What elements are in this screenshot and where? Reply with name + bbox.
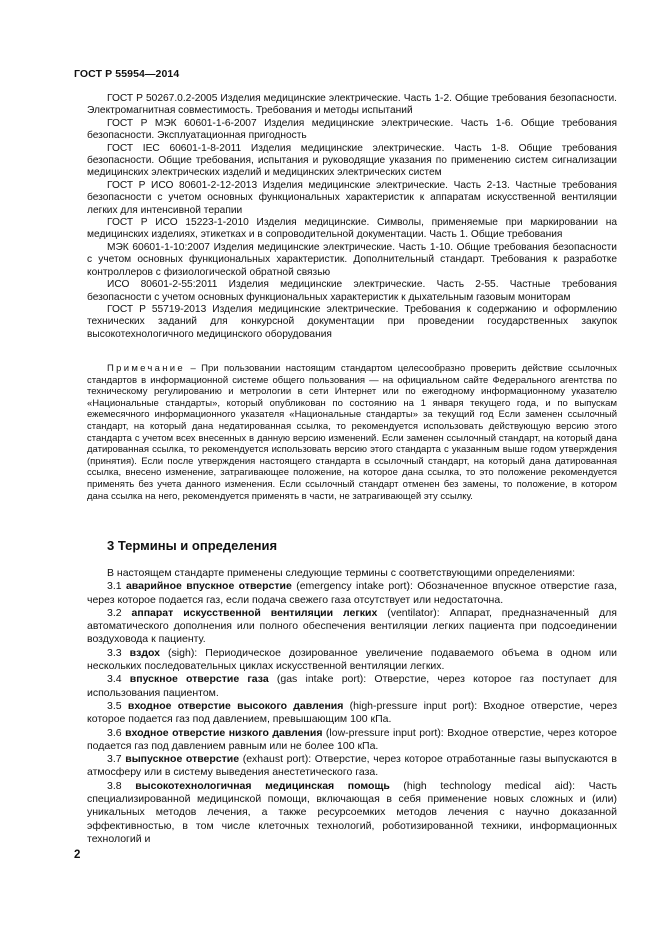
term-definition: (exhaust port): Отверстие, через которое отработанные газы выпускаются в атмосферу или в систему выведения анестетического газа. [87, 753, 618, 779]
term-entry [87, 647, 617, 674]
term-definition: (high-pressure input port): Входное отверстие, через которое подается газ под давлением, превышающим 100 кПа. [87, 699, 618, 726]
term-name: выпускное отверстие [125, 753, 240, 766]
term-definition: (low-pressure input port): Входное отверстие, через которое подается газ под давлением равным или не более 100 кПа. [87, 726, 617, 752]
reference-item: ГОСТ Р МЭК 60601-1-6-2007 Изделия медицинские электрические. Часть 1-6. Общие требования безопасности. Эксплуатационная пригодность [87, 117, 617, 142]
term-name: аварийное впускное отверстие [125, 580, 292, 593]
note-paragraph [87, 363, 617, 502]
section-title: 3 Термины и определения [107, 538, 278, 553]
term-entry [87, 580, 617, 607]
term-definition: (gas intake port): Отверстие, через которое газ поступает для использования пациентом. [87, 673, 617, 699]
term-definition: (ventilator): Аппарат, предназначенный для автоматического дополнения или полного обеспечения вентиляции легких пациента при подсоединении воздуховода к пациенту. [87, 606, 617, 646]
reference-item: ИСО 80601-2-55:2011 Изделия медицинские электрические. Часть 2-55. Частные требования безопасности с учетом основных функциональных характеристик к дыхательным газовым мониторам [87, 279, 617, 303]
term-entry [87, 727, 617, 754]
note-label: Примечание [107, 363, 185, 374]
terms-list [87, 567, 617, 846]
reference-item: ГОСТ Р 50267.0.2-2005 Изделия медицинские электрические. Часть 1-2. Общие требования безопасности. Электромагнитная совместимость. Требования и методы испытаний [87, 93, 617, 117]
term-definition: (emergency intake port): Обозначенное впускное отверстие газа, через которое подается газ, если подача свежего газа отсутствует или недостаточна. [87, 580, 617, 606]
term-number: 3.3 [107, 646, 130, 659]
term-name: вздох [129, 646, 160, 659]
note-block [87, 363, 617, 502]
note-text: – При пользовании настоящим стандартом целесообразно проверить действие ссылочных стандартов в информационной системе общего пользования — на официальном сайте Федерального агентства по техническому регулированию и метрологии в сети Интернет или по ежегодному информационному указателю «Национальные стандарты», который опубликован по состоянию на 1 января текущего года, и по выпускам ежемесячного информационного указателя «Национальные стандарты» за текущий год Если заменен ссылочный стандарт, на который дана недатированная ссылка, то рекомендуется использовать действующую версию этого стандарта с учетом всех внесенных в данную версию изменений. Если заменен ссылочный стандарт, на который дана датированная ссылка, то рекомендуется использовать версию этого стандарта с указанным выше годом утверждения (принятия). Если после утверждения настоящего стандарта в ссылочный стандарт, на который дана датированная ссылка, внесено изменение, затрагивающее положение, на которое дана ссылка, то это положение рекомендуется применять без учета данного изменения. Если ссылочный стандарт отменен без замены, то положение, в котором дана ссылка на него, рекомендуется применять в части, не затрагивающей эту ссылку. [87, 363, 617, 502]
term-entry [87, 700, 617, 727]
term-name: высокотехнологичная медицинская помощь [135, 779, 390, 792]
term-name: входное отверстие высокого давления [127, 699, 344, 712]
term-number: 3.2 [107, 606, 132, 619]
reference-item: ГОСТ Р ИСО 15223-1-2010 Изделия медицинские. Символы, применяемые при маркировании на медицинских изделиях, этикетках и в сопроводительной документации. Часть 1. Общие требования [87, 217, 617, 241]
term-number: 3.6 [107, 726, 126, 739]
term-definition: (high technology medical aid): Часть специализированной медицинской помощи, включающая в себя применение новых сложных и (или) уникальных методов лечения, а также ресурсоемких методов лечения с научно доказанной эффективностью, в том числе клеточных технологий, роботизированной техники, информационных технологий и [87, 779, 617, 845]
term-name: впускное отверстие газа [129, 673, 269, 686]
reference-item: ГОСТ Р ИСО 80601-2-12-2013 Изделия медицинские электрические. Часть 2-13. Частные требования безопасности с учетом основных функциональных характеристик к аппаратам искусственной вентиляции легких для интенсивной терапии [87, 179, 617, 216]
term-entry [87, 780, 617, 846]
reference-item: ГОСТ Р 55719-2013 Изделия медицинские электрические. Требования к содержанию и оформлению технических заданий для конкурсной документации при проведении государственных закупок высокотехнологичного медицинского оборудования [87, 303, 617, 340]
section-intro: В настоящем стандарте применены следующие термины с соответствующими определениями: [107, 567, 576, 579]
term-number: 3.5 [107, 699, 128, 712]
term-number: 3.1 [107, 580, 126, 593]
normative-references [87, 93, 617, 341]
term-number: 3.7 [107, 753, 126, 766]
term-name: аппарат искусственной вентиляции легких [131, 606, 378, 619]
page-number: 2 [74, 849, 81, 861]
term-name: входное отверстие низкого давления [125, 726, 323, 739]
term-definition: (sigh): Периодическое дозированное увеличение подаваемого объема в одном или нескольких последовательных циклах искусственной вентиляции легких. [87, 646, 617, 673]
page-header: ГОСТ Р 55954—2014 [74, 68, 180, 80]
reference-item: МЭК 60601-1-10:2007 Изделия медицинские электрические. Часть 1-10. Общие требования безопасности с учетом основных функциональных характеристик. Дополнительный стандарт. Требования к разработке контроллеров с физиологической обратной связью [87, 241, 617, 278]
term-entry [87, 607, 617, 647]
term-entry [87, 753, 617, 780]
term-number: 3.4 [107, 673, 130, 686]
reference-item: ГОСТ IEC 60601-1-8-2011 Изделия медицинские электрические. Часть 1-8. Общие требования безопасности. Общие требования, испытания и руководящие указания по применению систем сигнализации медицинских электрических изделий и медицинских электрических систем [87, 142, 617, 179]
term-number: 3.8 [107, 779, 136, 792]
term-entry [87, 673, 617, 700]
